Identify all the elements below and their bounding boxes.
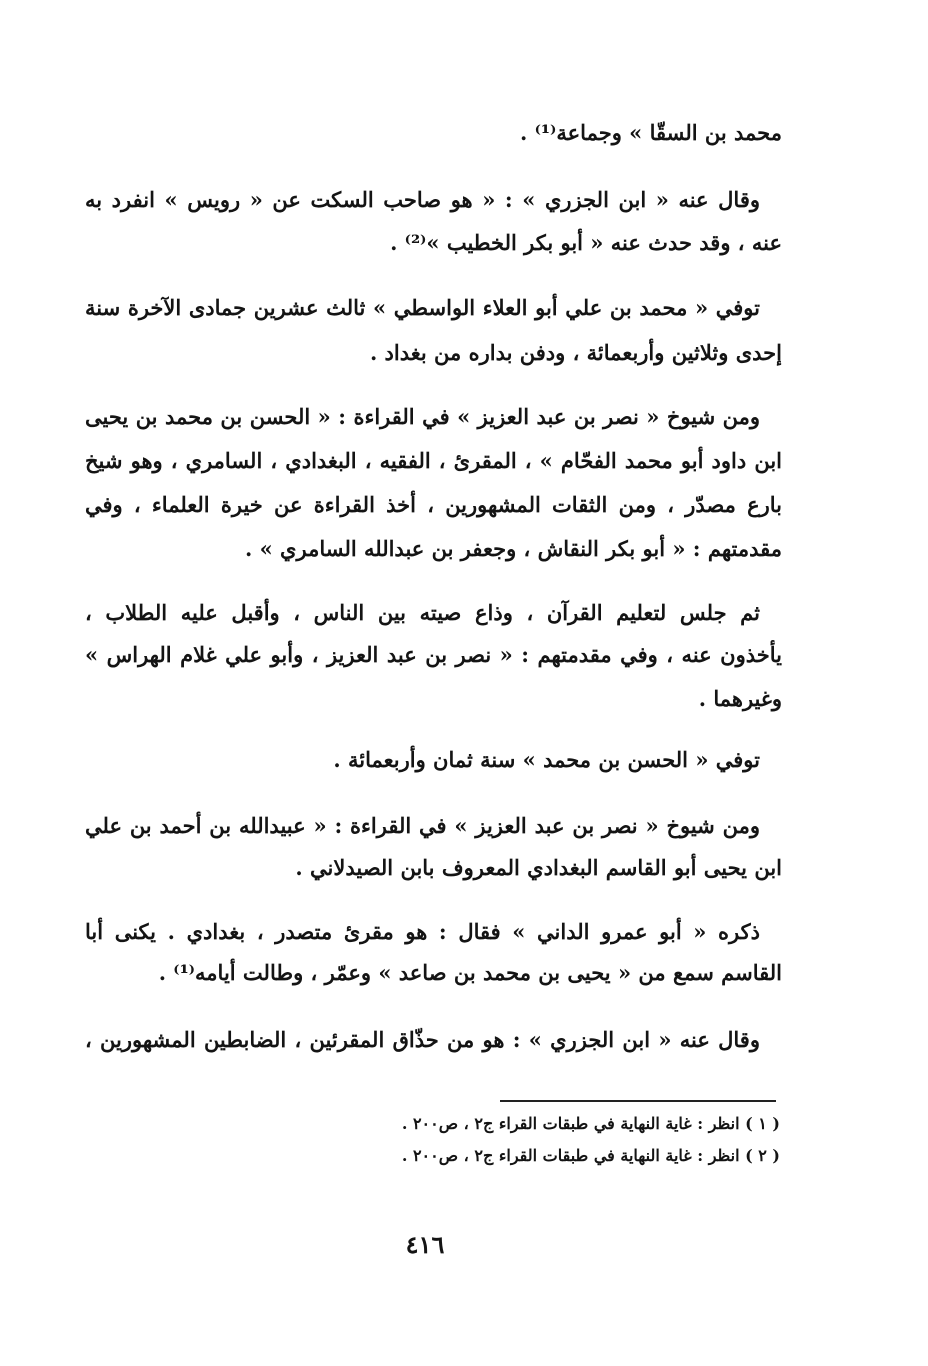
footnote-rule (500, 1100, 776, 1102)
text-line: إحدى وثلاثين وأربعمائة ، ودفن بداره من بغداد . (369, 340, 782, 365)
text-line: وغيرهما . (698, 686, 782, 711)
page-number: ٤١٦ (405, 1230, 445, 1259)
text-line: وقال عنه « ابن الجزري » : « هو صاحب السكت عن « رويس » انفرد به (85, 187, 760, 212)
text-line: ومن شيوخ « نصر بن عبد العزيز » في القراءة : « عبيدالله بن أحمد بن علي (85, 813, 760, 838)
footnote: ( ١ ) انظر : غاية النهاية في طبقات القراء ج٢ ، ص٢٠٠ . (401, 1114, 780, 1133)
text-line: توفي « الحسن بن محمد » سنة ثمان وأربعمائة . (333, 747, 760, 772)
text-line: بارع مصدّر ، ومن الثقات المشهورين ، أخذ القراءة عن خيرة العلماء ، وفي (85, 492, 782, 517)
text-line: عنه ، وقد حدث عنه « أبو بكر الخطيب »⁽²⁾ . (390, 230, 782, 255)
text-line: محمد بن السقّا » وجماعة⁽¹⁾ . (520, 120, 782, 145)
text-line: ثم جلس لتعليم القرآن ، وذاع صيته بين الناس ، وأقبل عليه الطلاب ، (85, 600, 760, 625)
text-line: وقال عنه « ابن الجزري » : هو من حذّاق المقرئين ، الضابطين المشهورين ، (85, 1027, 760, 1052)
text-line: ومن شيوخ « نصر بن عبد العزيز » في القراءة : « الحسن بن محمد بن يحيى (85, 404, 760, 429)
text-line: يأخذون عنه ، وفي مقدمتهم : « نصر بن عبد العزيز ، وأبو علي غلام الهراس » (85, 642, 782, 667)
text-line: ذكره « أبو عمرو الداني » فقال : هو مقرئ متصدر ، بغدادي . يكنى أبا (85, 919, 760, 944)
text-line: القاسم سمع من « يحيى بن محمد بن صاعد » وعمّر ، وطالت أيامه⁽¹⁾ . (158, 960, 782, 985)
text-line: ابن يحيى أبو القاسم البغدادي المعروف بابن الصيدلاني . (295, 855, 782, 880)
text-line: ابن داود أبو محمد الفحّام » ، المقرئ ، الفقيه ، البغدادي ، السامري ، وهو شيخ (85, 448, 782, 473)
text-line: مقدمتهم : « أبو بكر النقاش ، وجعفر بن عبدالله السامري » . (244, 536, 782, 561)
footnote: ( ٢ ) انظر : غاية النهاية في طبقات القراء ج٢ ، ص٢٠٠ . (401, 1146, 780, 1165)
text-line: توفي « محمد بن علي أبو العلاء الواسطي » ثالث عشرين جمادى الآخرة سنة (85, 295, 760, 320)
